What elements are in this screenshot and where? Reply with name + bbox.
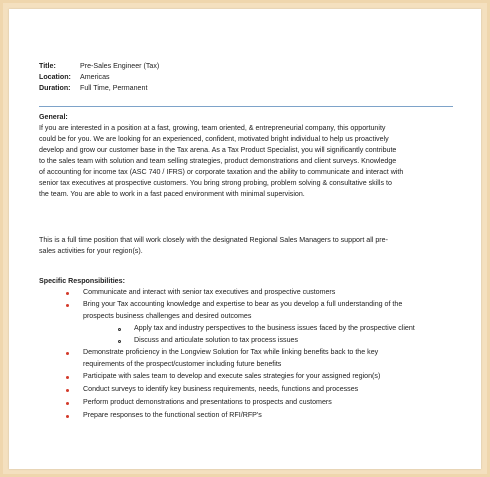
responsibility-item: Participate with sales team to develop and execute sales strategies for your assigned region(s) [83,372,381,380]
duration-label: Duration: [39,84,71,92]
general-paragraph-line: develop and grow our customer base in the Tax arena. As a Tax Product Specialist, you will significantly contribute [39,146,397,154]
general-paragraph-line: senior tax executives at prospective customers. You bring strong probing, problem solving & consultative skills to [39,179,392,187]
bullet-icon [66,415,69,418]
bullet-icon [66,389,69,392]
bullet-icon [66,352,69,355]
duration-value: Full Time, Permanent [80,84,148,92]
responsibility-item-continued: requirements of the prospect/customer including future benefits [83,360,282,368]
document-page [9,9,481,469]
general-paragraph-line: the team. You are able to work in a fast paced environment with minimal supervision. [39,190,305,198]
general-paragraph-line: could be for you. We are looking for an experienced, confident, motivated bright individual to help us proactively [39,135,389,143]
responsibility-item: Demonstrate proficiency in the Longview Solution for Tax while linking benefits back to the key [83,348,379,356]
sub-bullet-icon [118,340,121,343]
responsibility-sub-item: Apply tax and industry perspectives to the business issues faced by the prospective client [134,324,415,332]
general-heading: General: [39,113,68,121]
bullet-icon [66,402,69,405]
responsibility-item: Prepare responses to the functional section of RFI/RFP's [83,411,262,419]
title-label: Title: [39,62,56,70]
divider-rule [39,106,453,107]
responsibilities-heading: Specific Responsibilities: [39,277,125,285]
responsibility-item: Perform product demonstrations and presentations to prospects and customers [83,398,332,406]
general-paragraph-line: to the sales team with solution and team selling strategies, product demonstrations and client surveys. Knowledge [39,157,397,165]
general-paragraph-line: If you are interested in a position at a fast, growing, team oriented, & entrepreneurial company, this opportunity [39,124,386,132]
title-value: Pre-Sales Engineer (Tax) [80,62,160,70]
responsibility-item: Bring your Tax accounting knowledge and expertise to bear as you develop a full understanding of the [83,300,403,308]
position-paragraph-line: sales activities for your region(s). [39,247,143,255]
location-label: Location: [39,73,71,81]
bullet-icon [66,376,69,379]
responsibility-item-continued: prospects business challenges and desired outcomes [83,312,252,320]
general-paragraph-line: of accounting for income tax (ASC 740 / IFRS) or corporate taxation and the ability to communicate and interact with [39,168,404,176]
responsibility-item: Communicate and interact with senior tax executives and prospective customers [83,288,336,296]
responsibility-sub-item: Discuss and articulate solution to tax process issues [134,336,299,344]
location-value: Americas [80,73,110,81]
sub-bullet-icon [118,328,121,331]
bullet-icon [66,292,69,295]
position-paragraph-line: This is a full time position that will work closely with the designated Regional Sales Managers to support all pre- [39,236,388,244]
bullet-icon [66,304,69,307]
responsibility-item: Conduct surveys to identify key business requirements, needs, functions and processes [83,385,359,393]
